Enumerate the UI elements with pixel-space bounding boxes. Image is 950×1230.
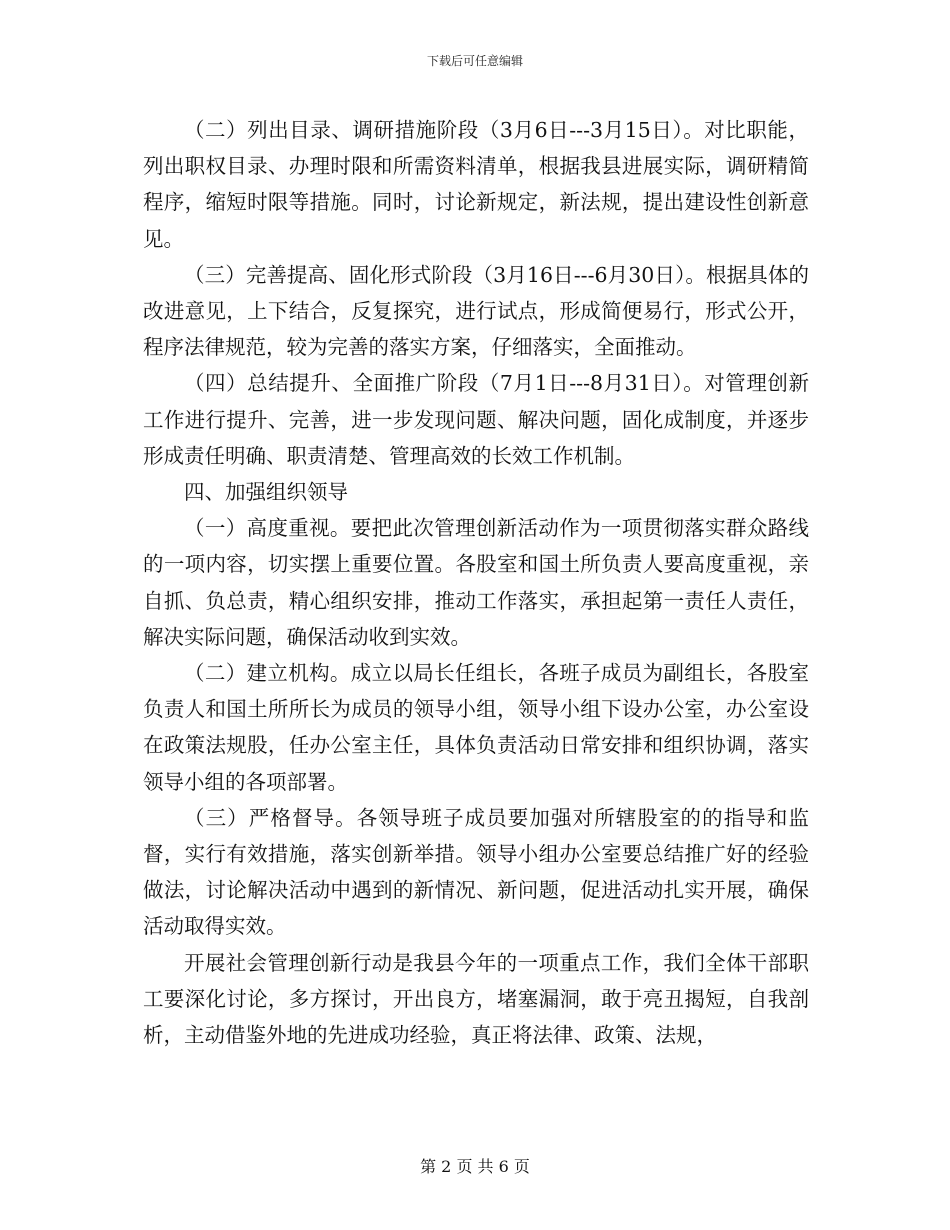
paragraph-stage-2: （二）列出目录、调研措施阶段（3月6日---3月15日）。对比职能，列出职权目录、办理时限和所需资料清单，根据我县进展实际，调研精简程序，缩短时限等措施。同时，讨论新规定，新法规，提出建设性创新意见。 <box>143 118 809 251</box>
document-body <box>143 112 809 1053</box>
paragraph-organization: （二）建立机构。成立以局长任组长，各班子成员为副组长，各股室负责人和国土所所长为成员的领导小组，领导小组下设办公室，办公室设在政策法规股，任办公室主任，具体负责活动日常安排和组织协调，落实领导小组的各项部署。 <box>143 661 809 794</box>
paragraph-stage-3: （三）完善提高、固化形式阶段（3月16日---6月30日）。根据具体的改进意见，上下结合，反复探究，进行试点，形成简便易行，形式公开，程序法律规范，较为完善的落实方案，仔细落实，全面推动。 <box>143 262 809 360</box>
paragraph-supervision: （三）严格督导。各领导班子成员要加强对所辖股室的的指导和监督，实行有效措施，落实创新举措。领导小组办公室要总结推广好的经验做法，讨论解决活动中遇到的新情况、新问题，促进活动扎实开展，确保活动取得实效。 <box>143 805 809 939</box>
page-header: 下载后可任意编辑 <box>426 54 523 68</box>
page-footer: 第 2 页 共 6 页 <box>420 1157 530 1176</box>
section-heading: 四、加强组织领导 <box>184 480 348 505</box>
paragraph-attention: （一）高度重视。要把此次管理创新活动作为一项贯彻落实群众路线的一项内容，切实摆上重要位置。各股室和国土所负责人要高度重视，亲自抓、负总责，精心组织安排，推动工作落实，承担起第一责任人责任，解决实际问题，确保活动收到实效。 <box>143 516 809 649</box>
paragraph-stage-4: （四）总结提升、全面推广阶段（7月1日---8月31日）。对管理创新工作进行提升、完善，进一步发现问题、解决问题，固化成制度，并逐步形成责任明确、职责清楚、管理高效的长效工作机制。 <box>143 371 809 468</box>
paragraph-conclusion: 开展社会管理创新行动是我县今年的一项重点工作，我们全体干部职工要深化讨论，多方探讨，开出良方，堵塞漏洞，敢于亮丑揭短，自我剖析，主动借鉴外地的先进成功经验，真正将法律、政策、法规， <box>143 950 809 1048</box>
